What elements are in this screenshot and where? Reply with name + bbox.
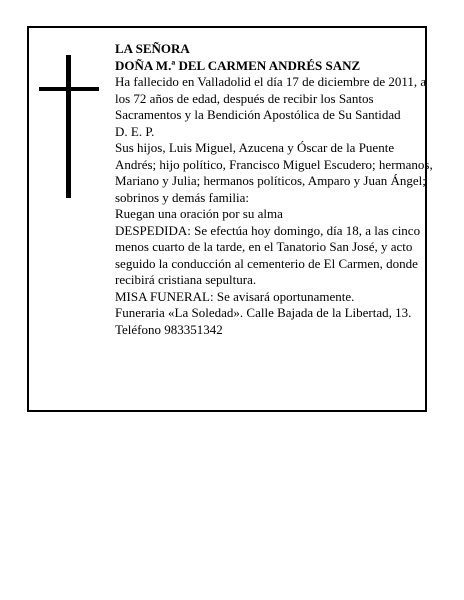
cross-horizontal-bar <box>39 87 99 91</box>
cross-vertical-bar <box>66 55 71 198</box>
obituary-phone: Teléfono 983351342 <box>115 321 223 337</box>
obituary-farewell: DESPEDIDA: Se efectúa hoy domingo, día 18, a las cinco menos cuarto de la tarde, en el Tanatorio San José, y acto seguido la conducción al cementerio de El Carmen, donde recibirá cristiana sepultura. <box>115 222 421 287</box>
obituary-request: Ruegan una oración por su alma <box>115 206 283 221</box>
obituary-text <box>115 41 433 338</box>
obituary-deceased-name: DOÑA M.ª DEL CARMEN ANDRÉS SANZ <box>115 57 361 73</box>
cross-icon <box>39 55 99 198</box>
obituary-mass: MISA FUNERAL: Se avisará oportunamente. <box>115 288 355 304</box>
obituary-notice <box>27 26 433 412</box>
obituary-heading-title: LA SEÑORA <box>115 41 190 56</box>
obituary-funeral-home: Funeraria «La Soledad». Calle Bajada de la Libertad, 13. <box>115 305 412 320</box>
obituary-family: Sus hijos, Luis Miguel, Azucena y Óscar de la Puente Andrés; hijo político, Francisco Miguel Escudero; hermanos, Mariano y Julia; hermanos políticos, Amparo y Juan Ángel; sobrinos y demás familia: <box>115 140 433 205</box>
obituary-rip: D. E. P. <box>115 123 155 139</box>
obituary-death-info: Ha fallecido en Valladolid el día 17 de diciembre de 2011, a los 72 años de edad, después de recibir los Santos Sacramentos y la Bendición Apostólica de Su Santidad <box>115 74 427 122</box>
